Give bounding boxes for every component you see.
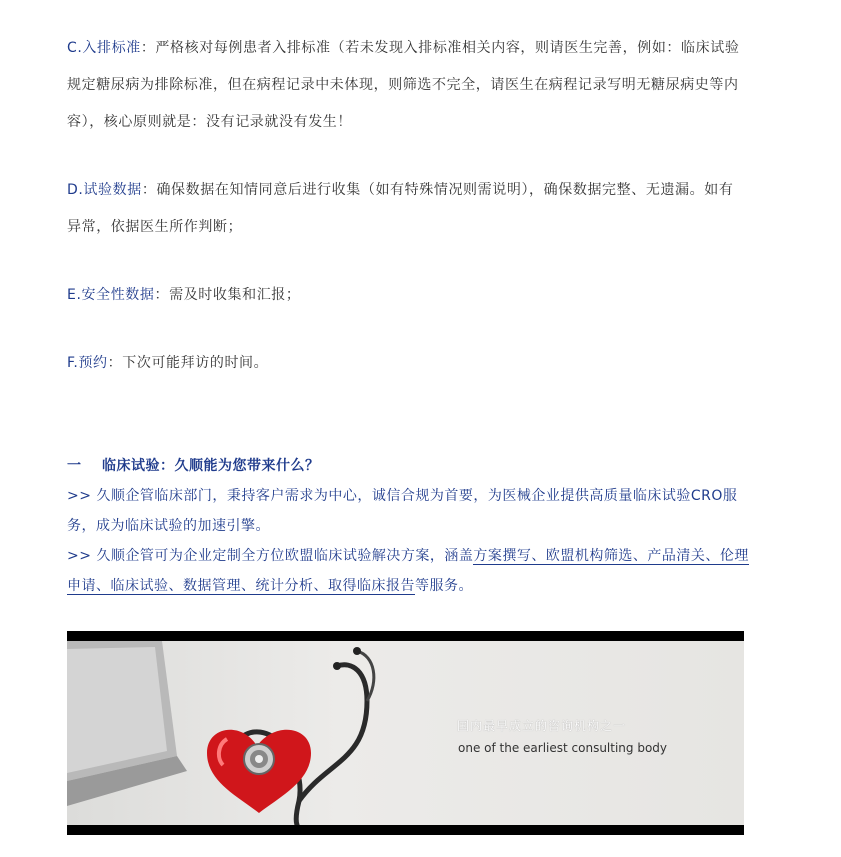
section-title: [67, 451, 757, 481]
item-d: [67, 172, 747, 246]
section-dash: 一: [67, 458, 82, 474]
item-e: [67, 277, 747, 314]
banner-cn-text: 国内最早成立的咨询机构之一: [457, 719, 627, 733]
services-section: [67, 451, 757, 601]
item-d-label: D.试验数据: [67, 182, 142, 198]
item-f-text: ：下次可能拜访的时间。: [107, 355, 269, 371]
banner-en-text: one of the earliest consulting body: [458, 741, 668, 755]
item-c-label: C.入排标准: [67, 40, 141, 56]
item-d-text: ：确保数据在知情同意后进行收集（如有特殊情况则需说明），确保数据完整、无遗漏。如有异常，依据医生所作判断；: [67, 182, 734, 235]
banner-image: [67, 631, 744, 835]
item-c: [67, 30, 747, 141]
section-line-1: >> 久顺企管临床部门，秉持客户需求为中心，诚信合规为首要，为医械企业提供高质量临床试验CRO服务，成为临床试验的加速引擎。: [67, 488, 738, 534]
services-link[interactable]: 方案撰写、欧盟机构筛选、产品清关、伦理申请、临床试验、数据管理、统计分析、取得临床报告: [67, 548, 749, 594]
item-e-label: E.安全性数据: [67, 287, 155, 303]
item-f: [67, 345, 747, 382]
item-c-text: ：严格核对每例患者入排标准（若未发现入排标准相关内容，则请医生完善，例如：临床试验规定糖尿病为排除标准，但在病程记录中未体现，则筛选不完全，请医生在病程记录写明无糖尿病史等内容），核心原则就是：没有记录就没有发生！: [67, 40, 740, 130]
section-line-2: [67, 541, 757, 601]
item-e-text: ：需及时收集和汇报；: [154, 287, 301, 303]
stethoscope-heart-illustration: [67, 641, 744, 825]
banner-background: [67, 641, 744, 825]
section-title-text: 临床试验：久顺能为您带来什么？: [102, 458, 320, 474]
section-line-2-suffix: 等服务。: [415, 578, 473, 594]
article-body: [67, 0, 747, 382]
item-f-label: F.预约: [67, 355, 108, 371]
section-line-2-prefix: >> 久顺企管可为企业定制全方位欧盟临床试验解决方案，涵盖: [67, 548, 474, 564]
